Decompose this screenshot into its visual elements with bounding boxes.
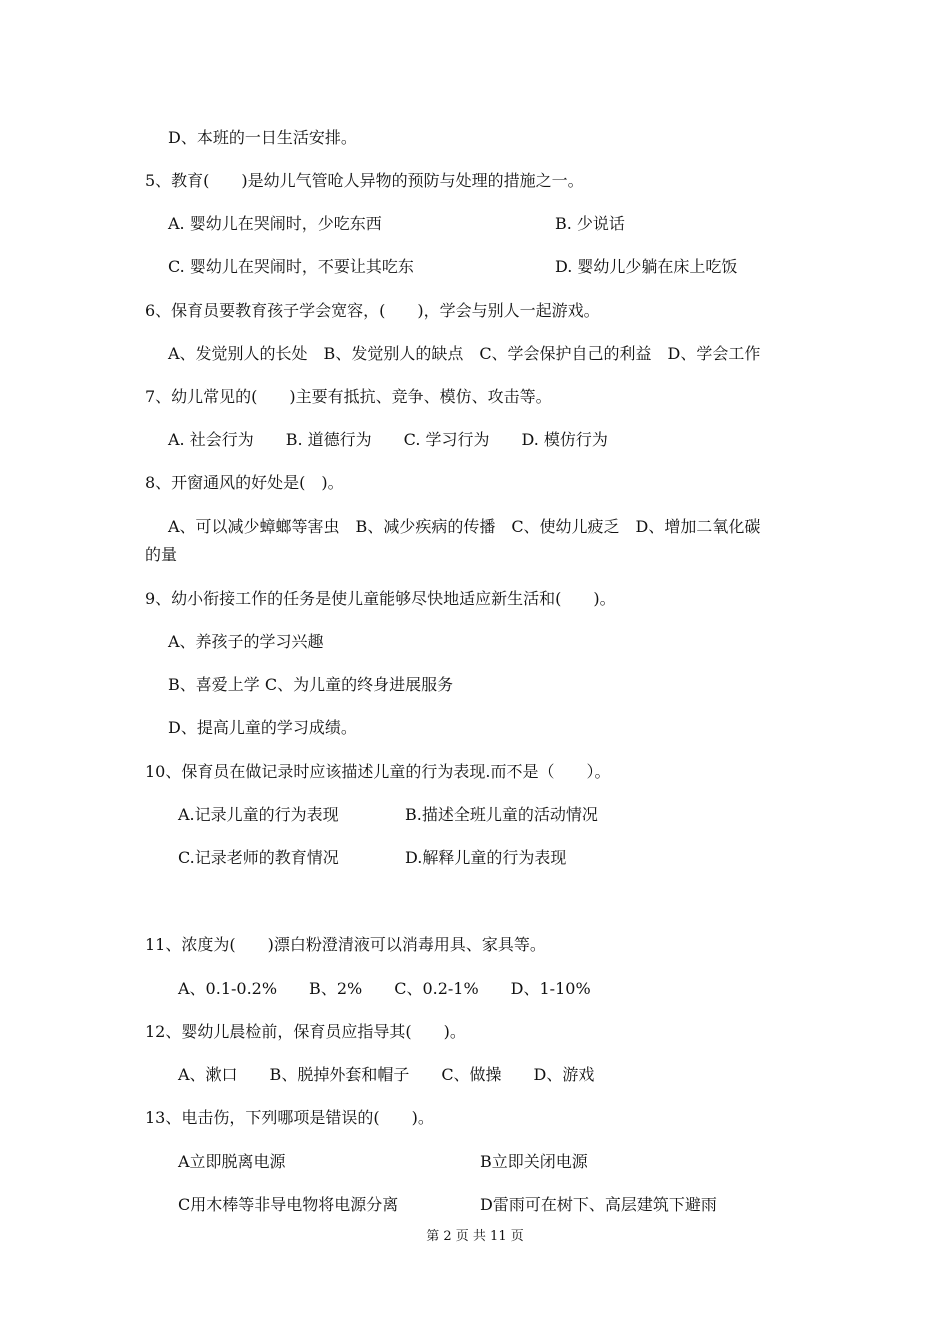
question-8: 8、开窗通风的好处是( )。 bbox=[145, 473, 344, 492]
question-10: 10、保育员在做记录时应该描述儿童的行为表现.而不是（ ）。 bbox=[145, 762, 611, 781]
q11-options: A、0.1-0.2% B、2% C、0.2-1% D、1-10% bbox=[178, 979, 591, 998]
q7-options: A. 社会行为 B. 道德行为 C. 学习行为 D. 模仿行为 bbox=[168, 430, 608, 449]
q9-option-d: D、提高儿童的学习成绩。 bbox=[168, 718, 357, 737]
question-12: 12、婴幼儿晨检前，保育员应指导其( )。 bbox=[145, 1022, 466, 1041]
question-5: 5、教育( )是幼儿气管呛人异物的预防与处理的措施之一。 bbox=[145, 171, 584, 190]
q10-option-a: A.记录儿童的行为表现 bbox=[178, 805, 339, 824]
q5-option-d: D. 婴幼儿少躺在床上吃饭 bbox=[555, 257, 738, 276]
q10-option-c: C.记录老师的教育情况 bbox=[178, 848, 339, 867]
q4-option-d: D、本班的一日生活安排。 bbox=[168, 128, 357, 147]
q10-option-b: B.描述全班儿童的活动情况 bbox=[405, 805, 598, 824]
q5-option-a: A. 婴幼儿在哭闹时，少吃东西 bbox=[168, 214, 382, 233]
q13-option-d: D雷雨可在树下、高层建筑下避雨 bbox=[480, 1195, 717, 1214]
q8-options: A、可以减少蟑螂等害虫 B、减少疾病的传播 C、使幼儿疲乏 D、增加二氧化碳 bbox=[168, 517, 761, 536]
q9-option-a: A、养孩子的学习兴趣 bbox=[168, 632, 324, 651]
q13-option-a: A立即脱离电源 bbox=[178, 1152, 286, 1171]
q9-option-bc: B、喜爱上学 C、为儿童的终身进展服务 bbox=[168, 675, 454, 694]
page-footer: 第 2 页 共 11 页 bbox=[426, 1229, 524, 1244]
question-11: 11、浓度为( )漂白粉澄清液可以消毒用具、家具等。 bbox=[145, 935, 546, 954]
q6-options: A、发觉别人的长处 B、发觉别人的缺点 C、学会保护自己的利益 D、学会工作 bbox=[168, 344, 761, 363]
q13-option-c: C用木棒等非导电物将电源分离 bbox=[178, 1195, 399, 1214]
q5-option-b: B. 少说话 bbox=[555, 214, 625, 233]
q13-option-b: B立即关闭电源 bbox=[480, 1152, 588, 1171]
question-6: 6、保育员要教育孩子学会宽容，( )，学会与别人一起游戏。 bbox=[145, 301, 600, 320]
q10-option-d: D.解释儿童的行为表现 bbox=[405, 848, 567, 867]
question-9: 9、幼小衔接工作的任务是使儿童能够尽快地适应新生活和( )。 bbox=[145, 589, 616, 608]
q5-option-c: C. 婴幼儿在哭闹时，不要让其吃东 bbox=[168, 257, 414, 276]
q12-options: A、漱口 B、脱掉外套和帽子 C、做操 D、游戏 bbox=[178, 1065, 595, 1084]
question-7: 7、幼儿常见的( )主要有抵抗、竞争、模仿、攻击等。 bbox=[145, 387, 552, 406]
q8-options-wrap: 的量 bbox=[145, 545, 178, 564]
question-13: 13、电击伤，下列哪项是错误的( )。 bbox=[145, 1108, 434, 1127]
